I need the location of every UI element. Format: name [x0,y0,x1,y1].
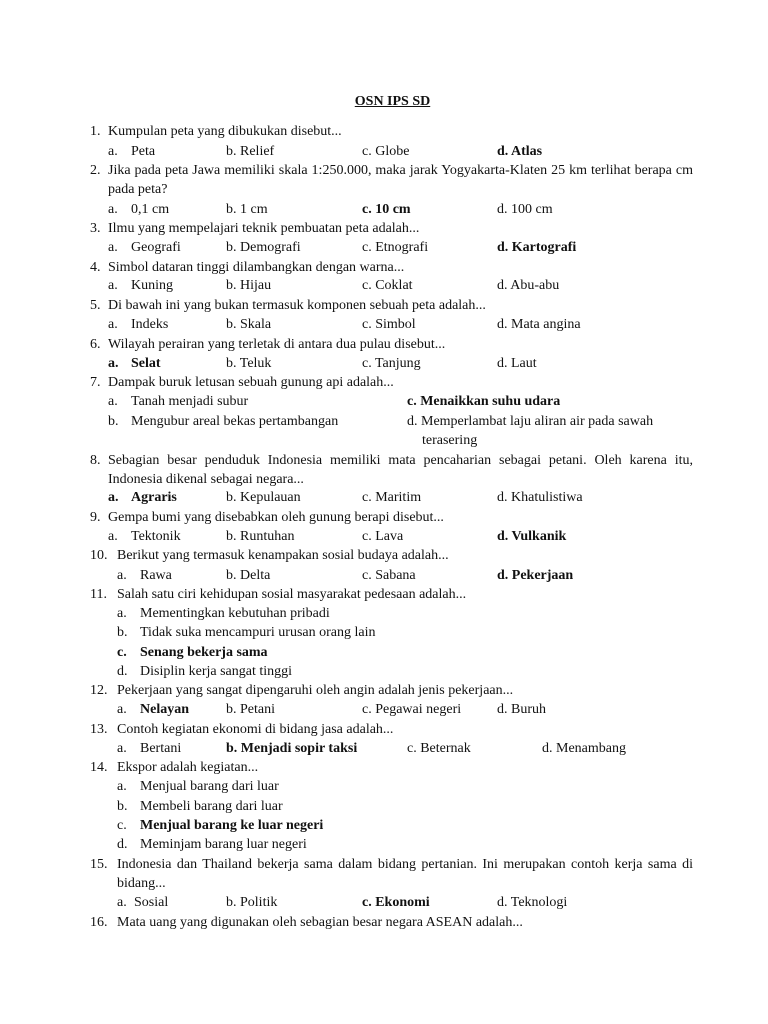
document-title: OSN IPS SD [354,94,431,109]
option-a: Indeks [131,317,169,332]
option-c-answer: Senang bekerja sama [140,645,268,660]
option-d: Meminjam barang luar negeri [140,837,307,852]
question-text: Di bawah ini yang bukan termasuk komponen sebuah peta adalah... [108,298,486,313]
option-b: b. 1 cm [226,202,268,217]
question-text: Simbol dataran tinggi dilambangkan dengan warna... [108,260,405,275]
option-a: Menjual barang dari luar [140,779,279,794]
option-b: b. Demografi [226,240,301,255]
option-c: c. Sabana [362,568,416,583]
question-number: 6. [90,337,101,352]
question-number: 8. [90,453,101,468]
option-b: b. Hijau [226,278,272,293]
question-text: Berikut yang termasuk kenampakan sosial budaya adalah... [117,548,449,563]
option-a: Tektonik [131,529,181,544]
question-text: Sebagian besar penduduk Indonesia memiliki mata pencaharian sebagai petani. Oleh karena itu, Indonesia dikenal sebagai negara... [108,453,693,487]
option-b: b. Runtuhan [226,529,295,544]
question-number: 13. [90,722,108,737]
option-c: c. Etnografi [362,240,429,255]
option-c-answer: Menjual barang ke luar negeri [140,818,324,833]
option-d: d. Mata angina [497,317,581,332]
option-a-letter: a. [117,779,127,794]
option-c: c. Globe [362,144,410,159]
option-a: Kuning [131,278,173,293]
option-c-answer: c. 10 cm [362,202,411,217]
option-b: b. Teluk [226,356,272,371]
option-a-letter: a. [117,702,127,717]
option-d-answer: d. Kartografi [497,240,577,255]
option-a-letter: a. [117,741,127,756]
option-a-letter: a. [108,202,118,217]
option-c-letter: c. [117,818,127,833]
option-c: c. Lava [362,529,404,544]
question-number: 12. [90,683,108,698]
option-b: b. Kepulauan [226,490,301,505]
option-d: d. Memperlambat laju aliran air pada sawah [407,414,654,429]
question-number: 9. [90,510,101,525]
option-b-letter: b. [117,625,128,640]
option-c-letter: c. [117,645,127,660]
option-a-answer: Agraris [131,490,177,505]
option-a-letter: a. [108,317,118,332]
option-b: b. Skala [226,317,272,332]
option-d-answer: d. Vulkanik [497,529,567,544]
question-number: 15. [90,857,108,872]
question-number: 3. [90,221,101,236]
question-number: 11. [90,587,107,602]
option-a: Mementingkan kebutuhan pribadi [140,606,330,621]
option-c: c. Simbol [362,317,416,332]
option-b: b. Petani [226,702,275,717]
question-text: Jika pada peta Jawa memiliki skala 1:250.000, maka jarak Yogyakarta-Klaten 25 km terlihat berapa cm pada peta? [108,163,693,197]
option-a-letter: a. [108,240,118,255]
option-d: d. Laut [497,356,537,371]
option-d-letter: d. [117,837,128,852]
question-number: 2. [90,163,101,178]
option-c: c. Maritim [362,490,422,505]
question-text: Contoh kegiatan ekonomi di bidang jasa adalah... [117,722,394,737]
option-c-answer: c. Ekonomi [362,895,430,910]
question-text: Kumpulan peta yang dibukukan disebut... [108,124,342,139]
option-a: Bertani [140,741,182,756]
question-text: Ilmu yang mempelajari teknik pembuatan peta adalah... [108,221,420,236]
question-number: 5. [90,298,101,313]
question-text: Gempa bumi yang disebabkan oleh gunung berapi disebut... [108,510,444,525]
option-c: c. Tanjung [362,356,421,371]
question-text: Mata uang yang digunakan oleh sebagian besar negara ASEAN adalah... [117,915,523,930]
option-d: d. 100 cm [497,202,553,217]
question-text: Wilayah perairan yang terletak di antara dua pulau disebut... [108,337,446,352]
option-b-letter: b. [108,414,119,429]
option-d: d. Buruh [497,702,546,717]
option-a-letter: a. [108,144,118,159]
option-d-answer: d. Pekerjaan [497,568,574,583]
option-c: c. Beternak [407,741,471,756]
option-b: b. Delta [226,568,271,583]
option-a: Peta [131,144,156,159]
question-number: 4. [90,260,101,275]
option-d-answer: d. Atlas [497,144,543,159]
option-d-letter: d. [117,664,128,679]
question-number: 1. [90,124,101,139]
option-c-answer: c. Menaikkan suhu udara [407,394,561,409]
question-number: 16. [90,915,108,930]
option-b: b. Politik [226,895,278,910]
option-a: 0,1 cm [131,202,170,217]
option-a-letter: a. [108,356,119,371]
option-a: Sosial [134,895,169,910]
question-text: Dampak buruk letusan sebuah gunung api adalah... [108,375,394,390]
option-b-letter: b. [117,799,128,814]
question-text: Ekspor adalah kegiatan... [117,760,259,775]
option-c: c. Coklat [362,278,413,293]
option-a-letter: a. [108,394,118,409]
option-a-letter: a. [108,529,118,544]
option-a-letter: a. [108,490,119,505]
option-b: Mengubur areal bekas pertambangan [131,414,339,429]
option-a-letter: a. [117,568,127,583]
option-a-letter: a. [117,895,127,910]
option-c: c. Pegawai negeri [362,702,462,717]
option-d: d. Khatulistiwa [497,490,583,505]
option-b: Tidak suka mencampuri urusan orang lain [140,625,376,640]
option-a: Geografi [131,240,181,255]
option-a: Tanah menjadi subur [131,394,249,409]
option-b-answer: b. Menjadi sopir taksi [226,741,358,756]
option-a-letter: a. [108,278,118,293]
option-d: d. Menambang [542,741,626,756]
option-a-answer: Selat [131,356,161,371]
question-text: Indonesia dan Thailand bekerja sama dalam bidang pertanian. Ini merupakan contoh kerja sama di bidang... [117,857,693,891]
option-a-answer: Nelayan [140,702,189,717]
question-number: 10. [90,548,108,563]
question-text: Pekerjaan yang sangat dipengaruhi oleh angin adalah jenis pekerjaan... [117,683,514,698]
option-a: Rawa [140,568,172,583]
option-d-continuation: terasering [422,433,478,448]
option-a-letter: a. [117,606,127,621]
option-d: d. Teknologi [497,895,568,910]
option-b: Membeli barang dari luar [140,799,283,814]
question-number: 14. [90,760,108,775]
question-number: 7. [90,375,101,390]
option-b: b. Relief [226,144,275,159]
option-d: Disiplin kerja sangat tinggi [140,664,293,679]
option-d: d. Abu-abu [497,278,560,293]
question-text: Salah satu ciri kehidupan sosial masyarakat pedesaan adalah... [117,587,467,602]
